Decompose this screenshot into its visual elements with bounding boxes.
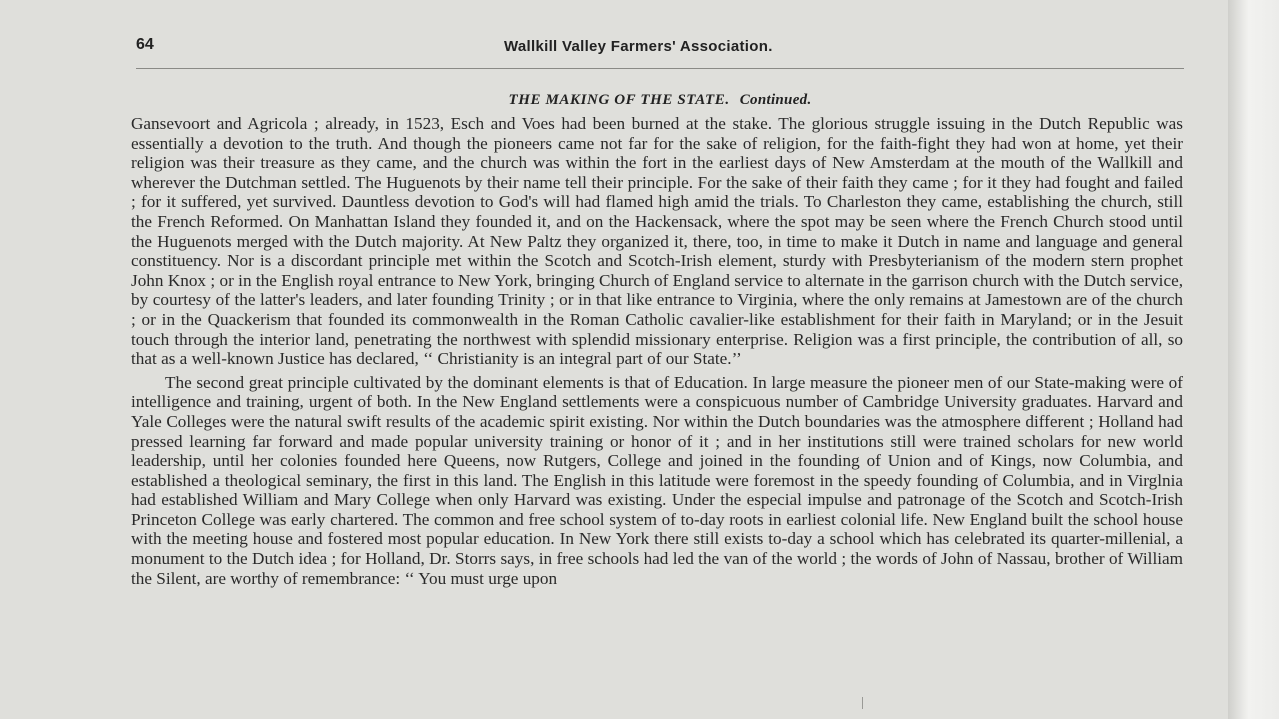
section-title: THE MAKING OF THE STATE. bbox=[508, 92, 730, 108]
paragraph-education: The second great principle cultivated by the dominant elements is that of Education. In large measure the pioneer men of our State-making were of intelligence and training, urgent of both. In the New England settlements were a conspicuous number of Cambridge University graduates. Harvard and Yale Colleges were the natural swift results of the academic spirit existing. Nor within the Dutch boundaries was the atmosphere different ; Holland had pressed learning far forward and made popular university training or honor of it ; and in her institutions still were trained scholars for new world leadership, until her colonies founded here Queens, now Rutgers, College and joined in the founding of Union and of Kings, now Columbia, and established a theological seminary, the first in this land. The English in this latitude were foremost in the speedy founding of Columbia, and in Virglnia had established William and Mary College when only Harvard was existing. Under the especial impulse and patronage of the Scotch and Scotch-Irish Princeton College was early chartered. The common and free school system of to-day roots in earliest colonial life. New England built the school house with the meeting house and fostered most popular education. In New York there still exists to-day a school which has celebrated its quarter-millenial, a monument to the Dutch idea ; for Holland, Dr. Storrs says, in free schools had led the van of the world ; the words of John of Nassau, brother of William the Silent, are worthy of remembrance: ‘‘ You must urge upon bbox=[131, 372, 1183, 588]
page-number: 64 bbox=[136, 36, 154, 53]
print-mark bbox=[862, 697, 863, 709]
section-subtitle: Continued. bbox=[739, 92, 812, 108]
header-rule bbox=[136, 68, 1184, 69]
section-heading bbox=[136, 92, 1184, 109]
page-header bbox=[136, 36, 1184, 60]
paragraph-religion: Gansevoort and Agricola ; already, in 1523, Esch and Voes had been burned at the stake. The glorious struggle issuing in the Dutch Republic was essentially a devotion to the truth. And though the pioneers came not far for the sake of religion, for the faith-fight they had won at home, yet their religion was their treasure as they came, and the church was within the fort in the earliest days of New Amsterdam at the mouth of the Wallkill and wherever the Dutchman settled. The Huguenots by their name tell their principle. For the sake of their faith they came ; for it they had fought and failed ; for it suffered, yet survived. Dauntless devotion to God's will had flamed high amid the trials. To Charleston they came, establishing the church, still the French Reformed. On Manhattan Island they founded it, and on the Hackensack, where the spot may be seen where the French Church stood until the Huguenots merged with the Dutch majority. At New Paltz they organized it, there, too, in time to make it Dutch in name and language and general constituency. Nor is a discordant principle met within the Scotch and Scotch-Irish element, sturdy with Presbyterianism of the modern stern prophet John Knox ; or in the English royal entrance to New York, bringing Church of England service to alternate in the garrison church with the Dutch service, by courtesy of the latter's leaders, and later founding Trinity ; or in that like entrance to Virginia, where the only remains at Jamestown are of the church ; or in the Quackerism that founded its commonwealth in the Roman Catholic cavalier-like establishment for their faith in Maryland; or in the Jesuit touch through the interior land, penetrating the northwest with splendid missionary enterprise. Religion was a first principle, the contribution of all, so that as a well-known Justice has declared, ‘‘ Christianity is an integral part of our State.’’ bbox=[131, 114, 1183, 369]
running-title: Wallkill Valley Farmers' Association. bbox=[504, 38, 773, 55]
page-edge-gutter bbox=[1228, 0, 1279, 719]
body-text bbox=[131, 114, 1183, 588]
